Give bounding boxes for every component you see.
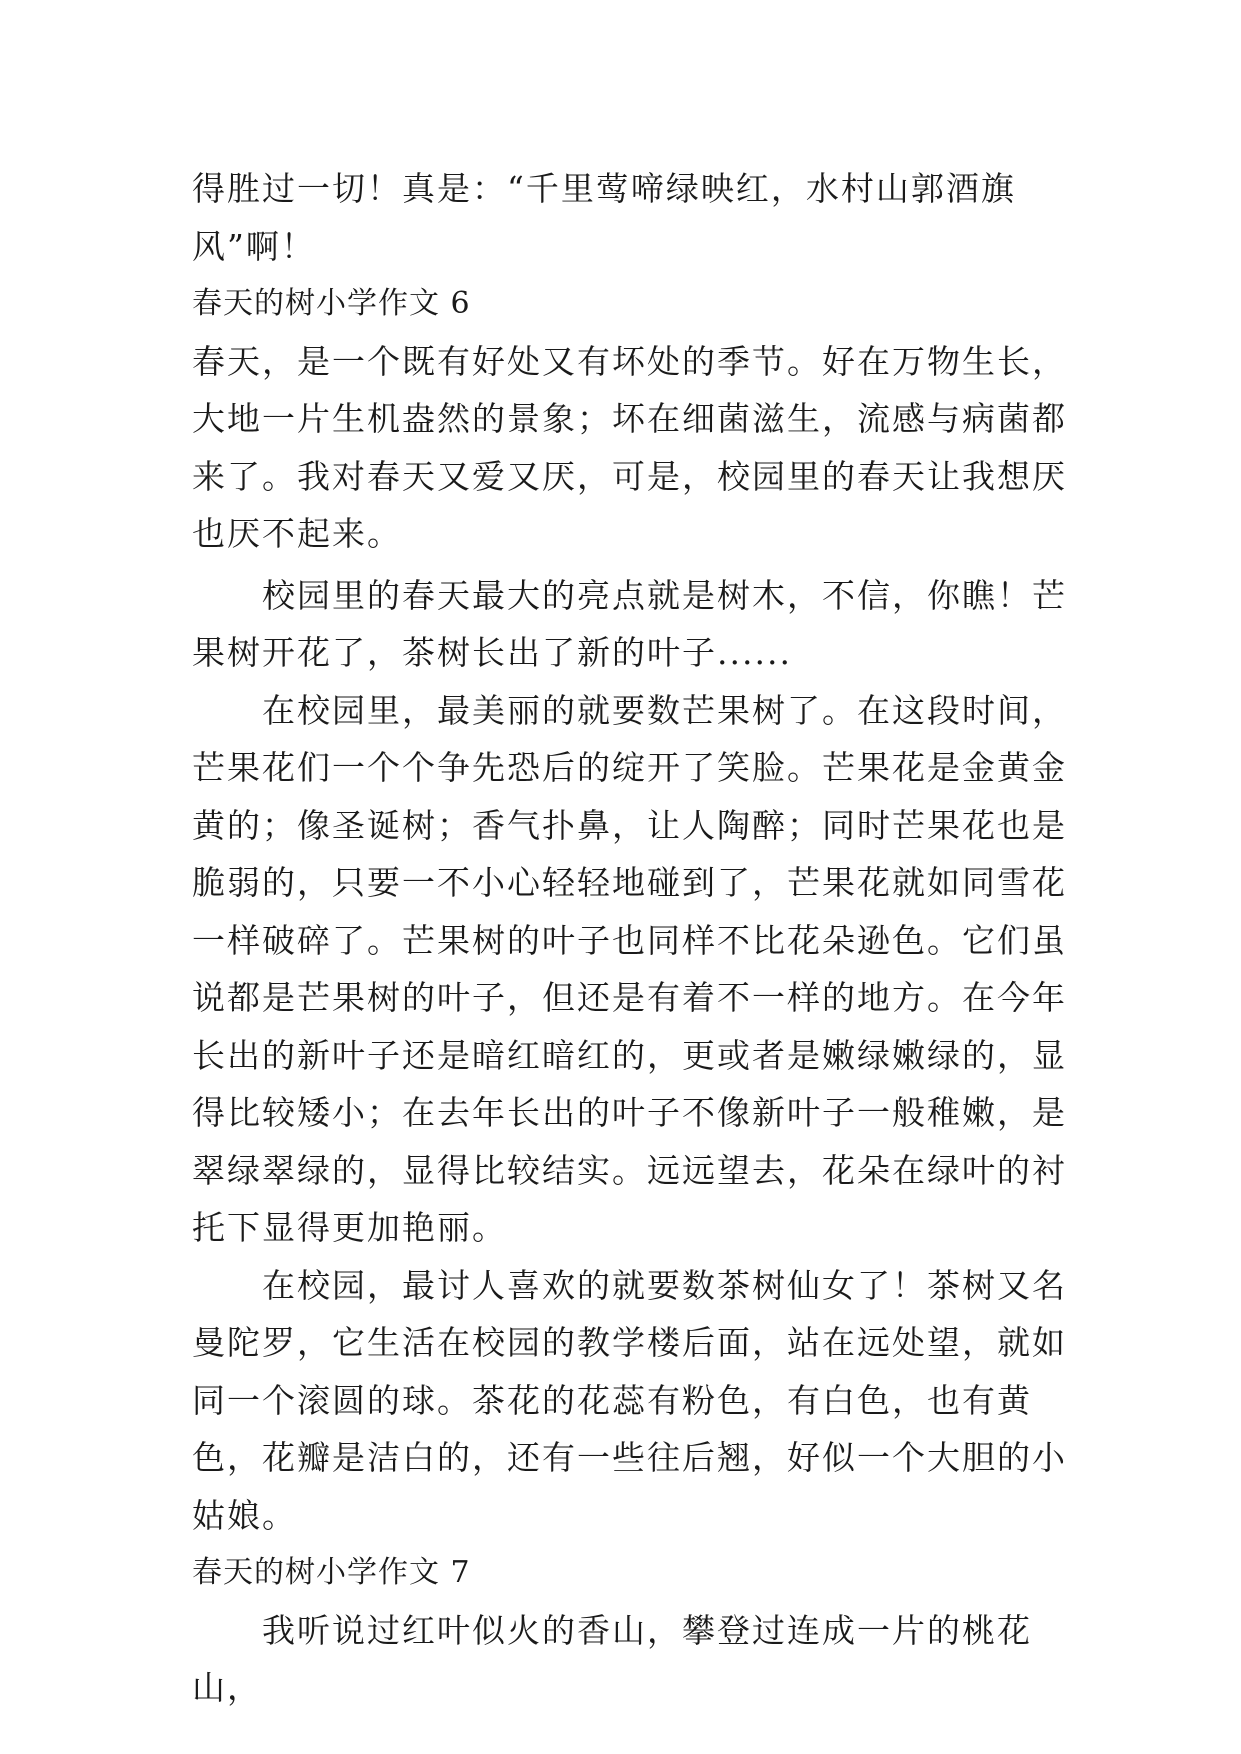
paragraph-essay-7-start: 我听说过红叶似火的香山，攀登过连成一片的桃花山， xyxy=(192,1610,1032,1707)
paragraph-camellia-tree: 在校园，最讨人喜欢的就要数茶树仙女了！茶树又名曼陀罗，它生活在校园的教学楼后面，站在远处望，就如同一个滚圆的球。茶花的花蕊有粉色，有白色，也有黄色，花瓣是洁白的，还有一些往后翘，好似一个大胆的小姑娘。 xyxy=(192,1265,1067,1535)
paragraph-campus-trees: 校园里的春天最大的亮点就是树木，不信，你瞧！芒果树开花了，茶树长出了新的叶子...... xyxy=(192,575,1067,672)
essay-heading-6: 春天的树小学作文 6 xyxy=(192,286,471,321)
paragraph-spring-intro: 春天，是一个既有好处又有坏处的季节。好在万物生长，大地一片生机盎然的景象；坏在细菌滋生，流感与病菌都来了。我对春天又爱又厌，可是，校园里的春天让我想厌也厌不起来。 xyxy=(192,341,1067,553)
essay-heading-7: 春天的树小学作文 7 xyxy=(192,1555,471,1590)
paragraph-closing-quote: 得胜过一切！真是：“千里莺啼绿映红，水村山郭酒旗风”啊！ xyxy=(192,169,1016,266)
paragraph-mango-tree: 在校园里，最美丽的就要数芒果树了。在这段时间，芒果花们一个个争先恐后的绽开了笑脸。芒果花是金黄金黄的；像圣诞树；香气扑鼻，让人陶醉；同时芒果花也是脆弱的，只要一不小心轻轻地碰到了，芒果花就如同雪花一样破碎了。芒果树的叶子也同样不比花朵逊色。它们虽说都是芒果树的叶子，但还是有着不一样的地方。在今年长出的新叶子还是暗红暗红的，更或者是嫩绿嫩绿的，显得比较矮小；在去年长出的叶子不像新叶子一般稚嫩，是翠绿翠绿的，显得比较结实。远远望去，花朵在绿叶的衬托下显得更加艳丽。 xyxy=(192,690,1067,1247)
document-body xyxy=(192,160,1072,1717)
